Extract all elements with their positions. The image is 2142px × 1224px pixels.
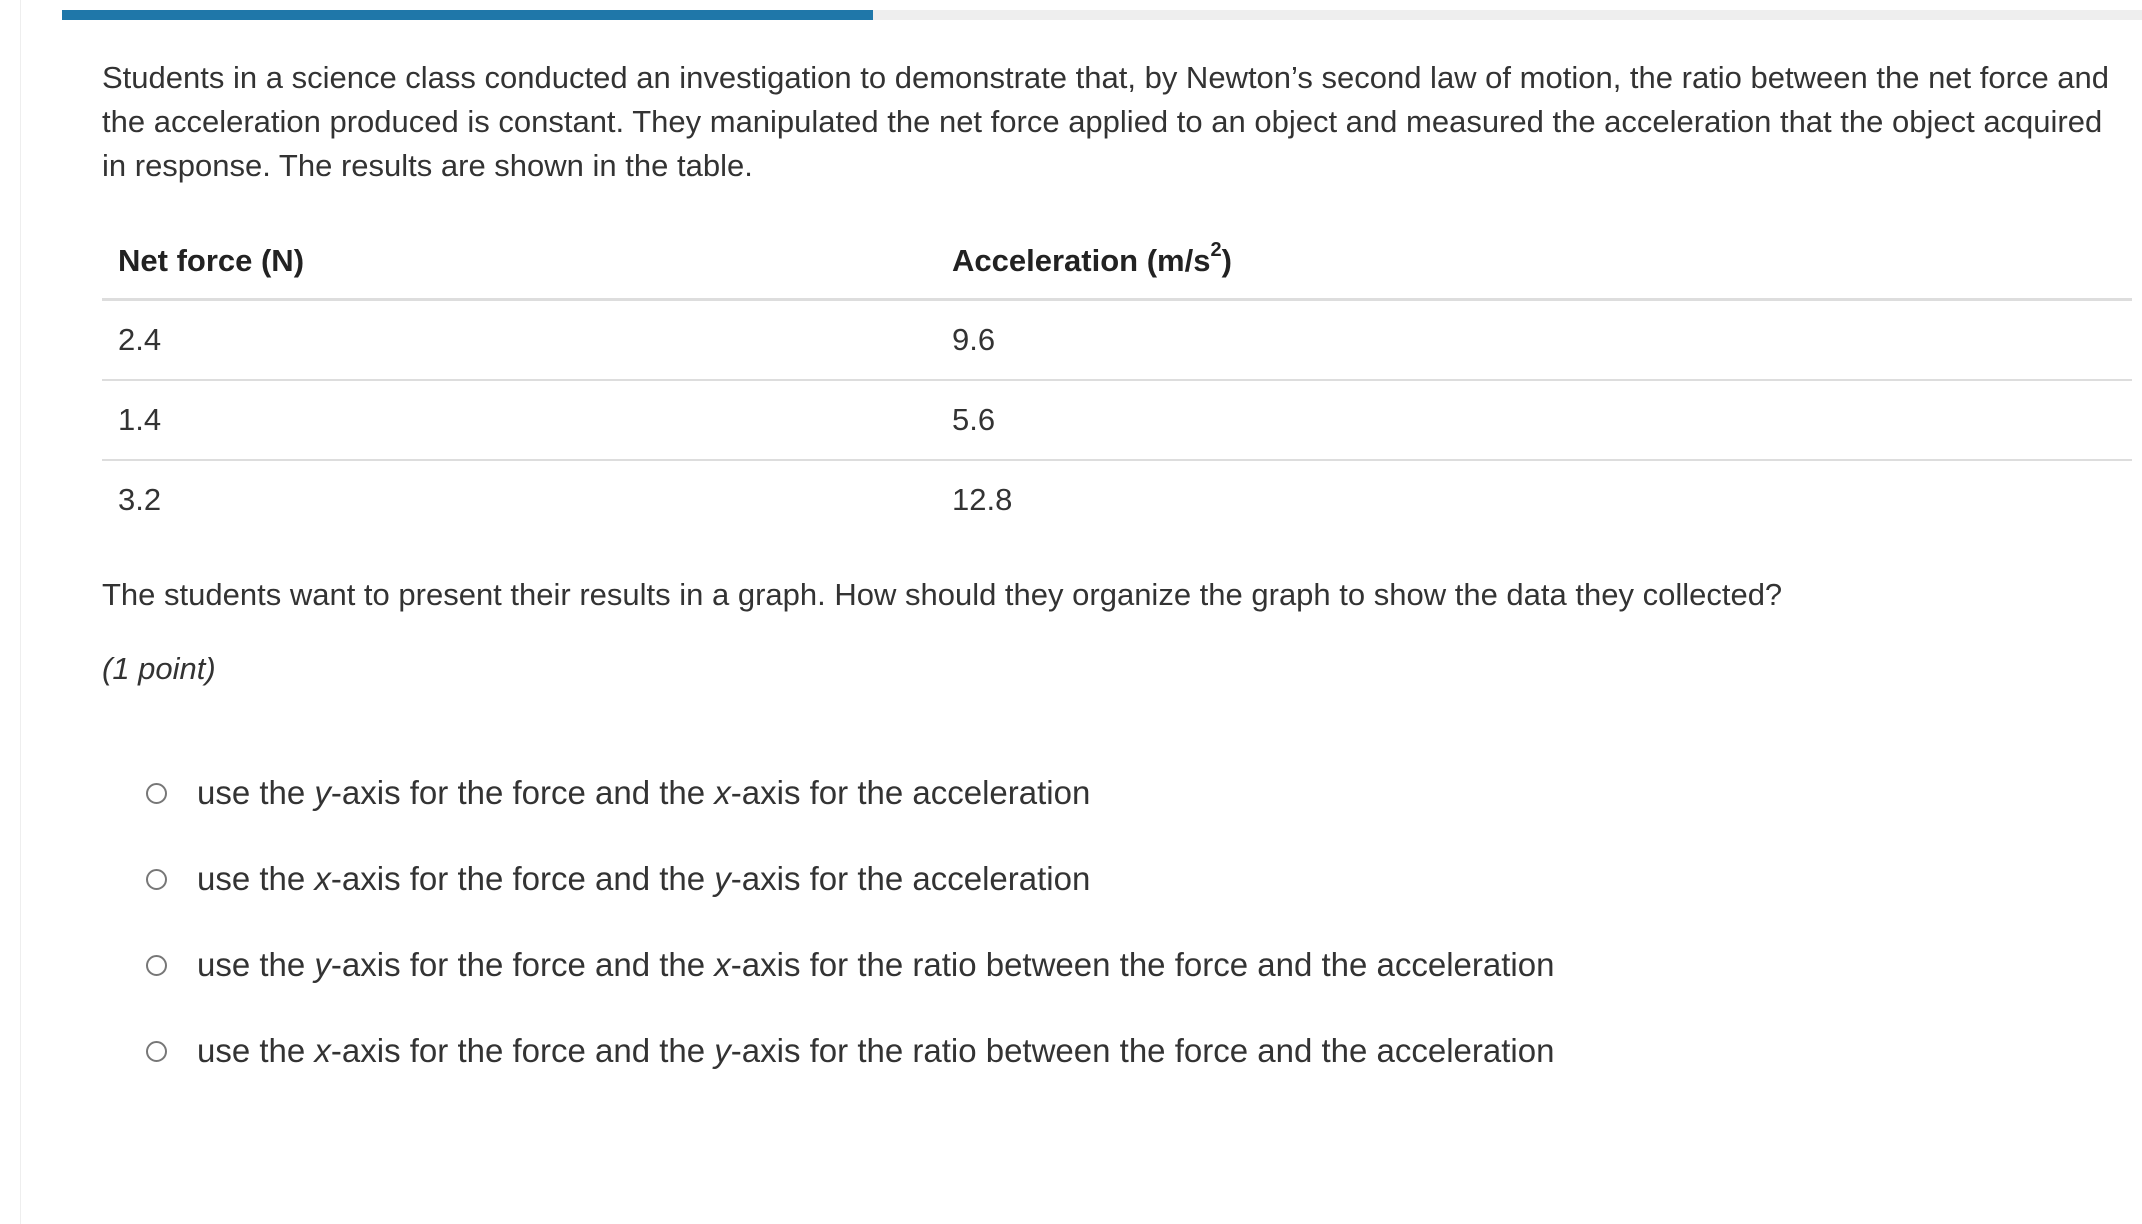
label-text: -axis for the force and the <box>330 946 715 983</box>
label-text: -axis for the force and the <box>330 774 715 811</box>
radio-button[interactable] <box>146 783 167 804</box>
answer-option-2[interactable] <box>146 857 2132 901</box>
radio-button[interactable] <box>146 1041 167 1062</box>
label-text: use the <box>197 860 315 897</box>
label-text: -axis for the force and the <box>330 860 715 897</box>
radio-button[interactable] <box>146 955 167 976</box>
label-axis-letter: y <box>314 774 331 811</box>
table-header-row <box>102 224 2132 300</box>
table-row <box>102 460 2132 539</box>
label-text: -axis for the ratio between the force and the acceleration <box>730 1032 1555 1069</box>
label-text: -axis for the force and the <box>330 1032 715 1069</box>
question-card <box>102 56 2132 1115</box>
acceleration-header-text: Acceleration (m/s <box>952 243 1211 278</box>
acceleration-cell: 12.8 <box>952 482 1013 517</box>
answer-option-4[interactable] <box>146 1029 2132 1073</box>
question-intro: Students in a science class conducted an investigation to demonstrate that, by Newton’s second law of motion, the ratio between the net force and the acceleration produced is constant. They manipulated the net force applied to an object and measured the acceleration that the object acquired in response. The results are shown in the table. <box>102 60 2110 183</box>
column-header-net-force: Net force (N) <box>102 224 936 300</box>
question-points: (1 point) <box>102 651 216 686</box>
answer-option-1[interactable] <box>146 771 2132 815</box>
net-force-cell: 2.4 <box>102 300 936 381</box>
progress-bar <box>62 10 2142 20</box>
answer-options <box>102 771 2132 1073</box>
question-prompt: The students want to present their results in a graph. How should they organize the graph to show the data they collected? <box>102 577 1783 612</box>
label-text: -axis for the acceleration <box>730 860 1091 897</box>
label-axis-letter: x <box>314 1032 331 1069</box>
label-axis-letter: y <box>714 860 731 897</box>
label-text: -axis for the acceleration <box>730 774 1091 811</box>
results-table <box>102 224 2132 539</box>
label-axis-letter: x <box>714 774 731 811</box>
progress-bar-fill <box>62 10 873 20</box>
label-text: use the <box>197 1032 315 1069</box>
table-row <box>102 300 2132 381</box>
label-axis-letter: x <box>314 860 331 897</box>
answer-option-label <box>197 857 1090 901</box>
label-text: use the <box>197 774 315 811</box>
acceleration-cell: 5.6 <box>936 380 2132 460</box>
left-border-rule <box>20 0 21 1224</box>
net-force-cell: 1.4 <box>102 380 936 460</box>
net-force-cell: 3.2 <box>118 482 162 517</box>
answer-option-label <box>197 771 1090 815</box>
radio-button[interactable] <box>146 869 167 890</box>
answer-option-label <box>197 943 1554 987</box>
answer-option-3[interactable] <box>146 943 2132 987</box>
answer-option-label <box>197 1029 1554 1073</box>
label-axis-letter: y <box>314 946 331 983</box>
acceleration-header-exponent: 2 <box>1210 238 1222 261</box>
table-row <box>102 380 2132 460</box>
acceleration-header-close: ) <box>1221 243 1232 278</box>
column-header-acceleration <box>936 224 2132 300</box>
label-text: -axis for the ratio between the force and the acceleration <box>730 946 1555 983</box>
label-text: use the <box>197 946 315 983</box>
label-axis-letter: x <box>714 946 731 983</box>
acceleration-cell: 9.6 <box>936 300 2132 381</box>
label-axis-letter: y <box>714 1032 731 1069</box>
